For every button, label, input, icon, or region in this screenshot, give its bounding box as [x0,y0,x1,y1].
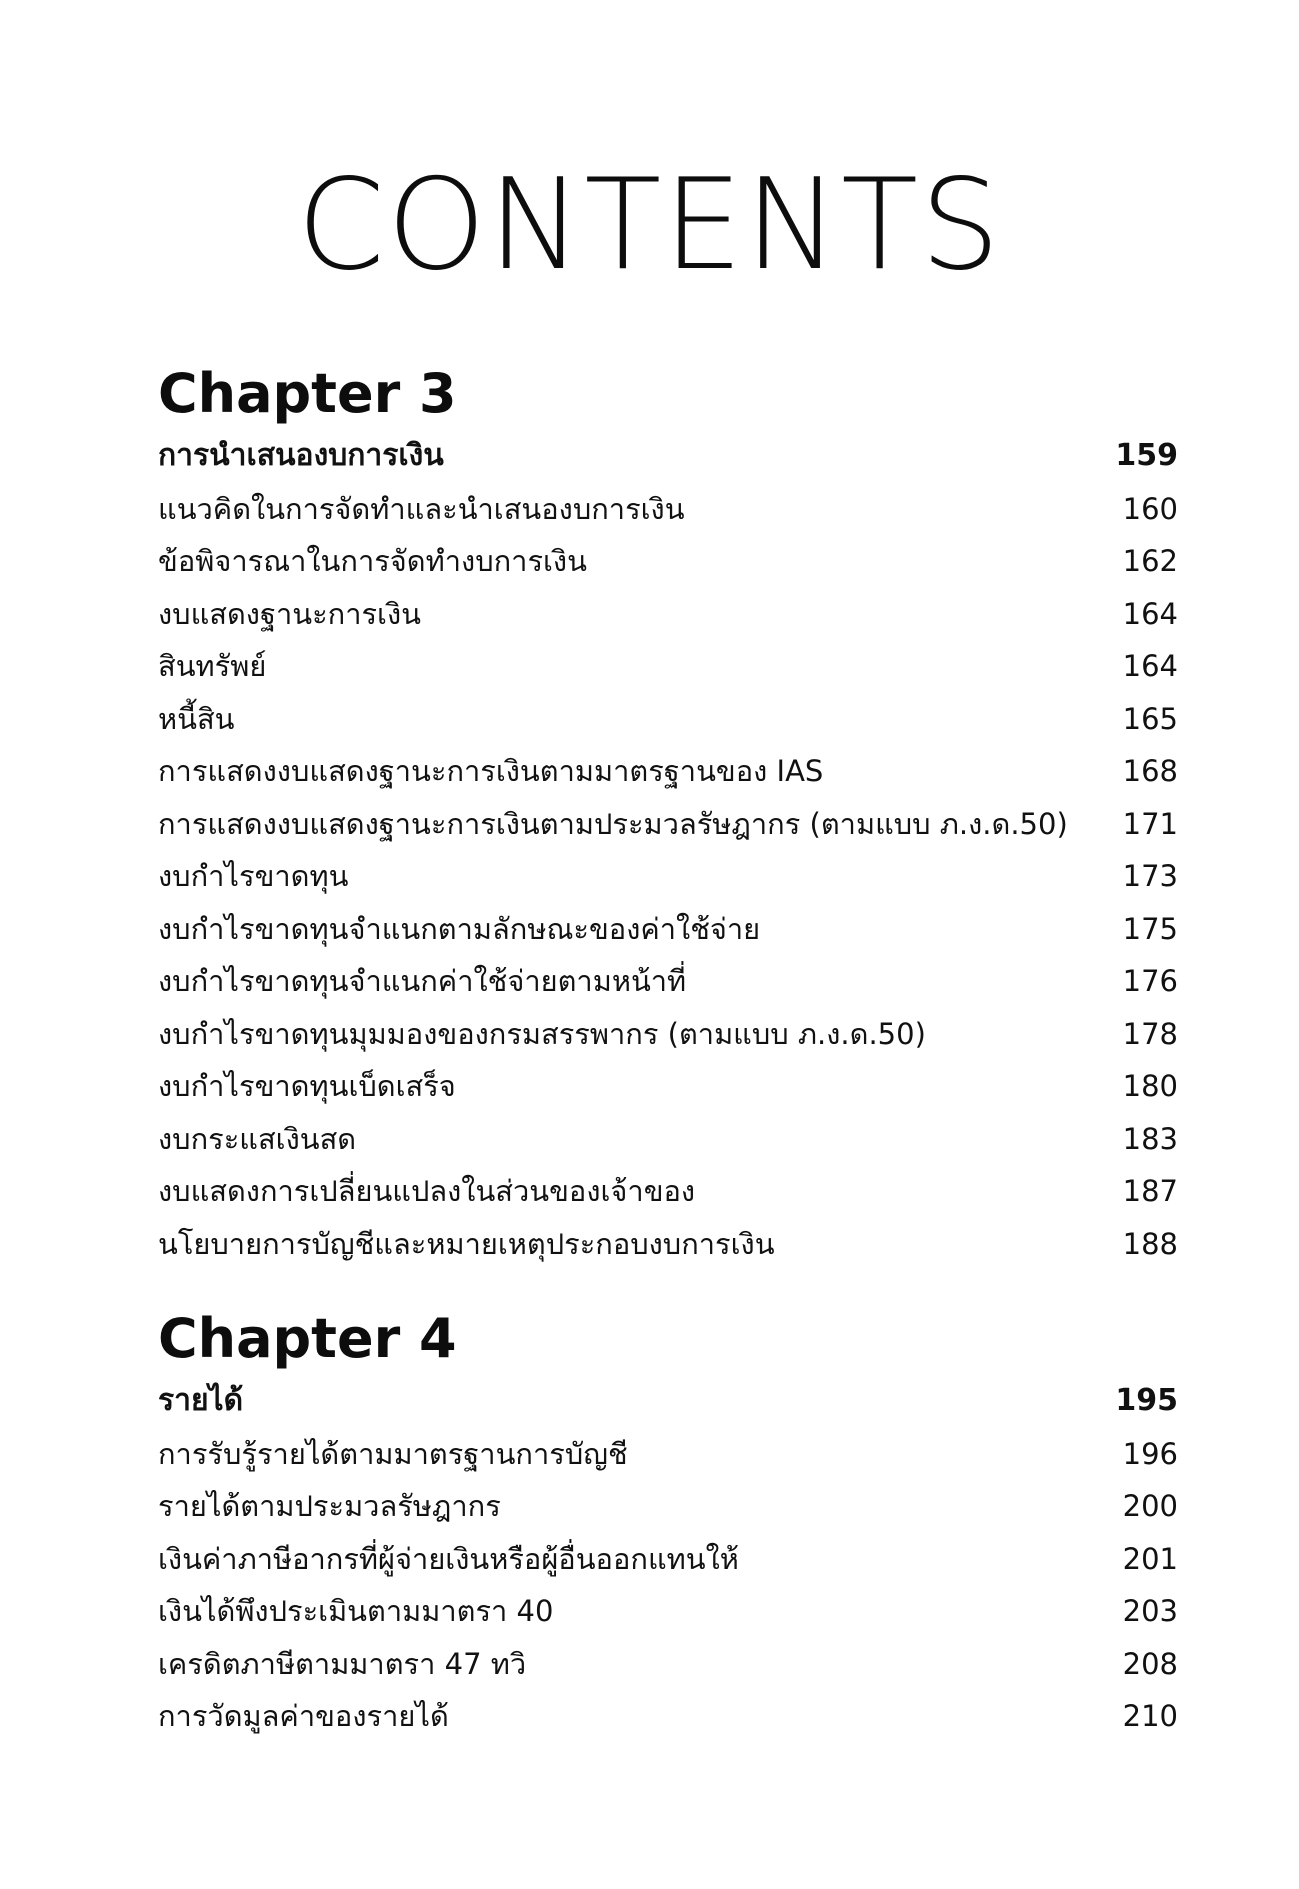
toc-main-entry[interactable] [158,430,1178,483]
toc-page-number: 200 [1122,1489,1178,1523]
toc-entry[interactable] [158,1585,1178,1638]
toc-entry[interactable] [158,535,1178,588]
chapter-heading: Chapter 4 [158,1307,457,1370]
toc-page-number: 208 [1122,1646,1178,1681]
toc-entry-title: งบกระแสเงินสด [158,1121,357,1156]
toc-page-number: 176 [1122,964,1178,998]
toc-entry-title: งบแสดงฐานะการเงิน [158,596,421,631]
toc-entry-title: การแสดงงบแสดงฐานะการเงินตามประมวลรัษฎากร (ตามแบบ ภ.ง.ด.50) [158,806,1068,841]
toc-entry-title: สินทรัพย์ [158,649,267,683]
toc-entry[interactable] [158,1480,1178,1533]
toc-page-number: 175 [1122,911,1178,946]
toc-entry-title: แนวคิดในการจัดทำและนำเสนองบการเงิน [158,491,685,526]
toc-entry[interactable] [158,1165,1178,1218]
toc-page-number: 187 [1122,1174,1178,1208]
toc-page-number: 195 [1115,1383,1178,1418]
toc-list [158,430,1178,1270]
toc-entry[interactable] [158,1638,1178,1691]
toc-page-number: 164 [1122,649,1178,683]
toc-entry[interactable] [158,588,1178,641]
toc-entry[interactable] [158,850,1178,903]
toc-page-number: 210 [1122,1699,1178,1733]
toc-page-number: 173 [1122,859,1178,893]
toc-entry[interactable] [158,1218,1178,1271]
toc-page-number: 183 [1122,1121,1178,1156]
toc-page-number: 160 [1122,491,1178,526]
toc-entry[interactable] [158,1533,1178,1586]
toc-entry[interactable] [158,1113,1178,1166]
toc-page-number: 162 [1122,544,1178,578]
toc-entry-title: เครดิตภาษีตามมาตรา 47 ทวิ [158,1646,527,1681]
toc-entry-title: การแสดงงบแสดงฐานะการเงินตามมาตรฐานของ IAS [158,754,824,788]
toc-entry-title: การนำเสนองบการเงิน [158,438,444,473]
toc-page-number: 165 [1122,701,1178,736]
toc-entry-title: งบแสดงการเปลี่ยนแปลงในส่วนของเจ้าของ [158,1174,696,1208]
toc-entry-title: งบกำไรขาดทุน [158,859,349,893]
toc-page-number: 159 [1115,438,1178,473]
toc-entry[interactable] [158,798,1178,851]
toc-entry-title: งบกำไรขาดทุนมุมมองของกรมสรรพากร (ตามแบบ ภ.ง.ด.50) [158,1016,926,1051]
page-title: CONTENTS [296,151,1003,298]
toc-entry[interactable] [158,745,1178,798]
toc-entry-title: รายได้ [158,1383,244,1418]
toc-entry[interactable] [158,1060,1178,1113]
toc-entry-title: งบกำไรขาดทุนเบ็ดเสร็จ [158,1069,456,1103]
toc-entry-title: ข้อพิจารณาในการจัดทำงบการเงิน [158,544,587,578]
toc-entry-title: เงินได้พึงประเมินตามมาตรา 40 [158,1594,554,1628]
toc-entry-title: การวัดมูลค่าของรายได้ [158,1699,449,1733]
toc-entry-title: รายได้ตามประมวลรัษฎากร [158,1489,501,1523]
toc-page-number: 201 [1122,1541,1178,1576]
chapter-3-section [158,360,1178,1270]
toc-entry[interactable] [158,1008,1178,1061]
toc-entry-title: หนี้สิน [158,701,235,736]
toc-page-number: 180 [1122,1069,1178,1103]
chapter-heading: Chapter 3 [158,362,457,425]
toc-entry[interactable] [158,483,1178,536]
toc-page-number: 168 [1122,754,1178,788]
toc-entry-title: เงินค่าภาษีอากรที่ผู้จ่ายเงินหรือผู้อื่นออกแทนให้ [158,1541,739,1576]
toc-entry[interactable] [158,903,1178,956]
toc-page-number: 171 [1122,806,1178,841]
toc-entry[interactable] [158,1428,1178,1481]
toc-entry[interactable] [158,693,1178,746]
chapter-4-section [158,1305,1178,1743]
toc-page-number: 188 [1122,1226,1178,1261]
toc-entry[interactable] [158,640,1178,693]
toc-entry-title: นโยบายการบัญชีและหมายเหตุประกอบงบการเงิน [158,1226,775,1261]
toc-main-entry[interactable] [158,1375,1178,1428]
toc-page-number: 203 [1122,1594,1178,1628]
toc-list [158,1375,1178,1743]
toc-page-number: 196 [1122,1436,1178,1471]
toc-entry-title: งบกำไรขาดทุนจำแนกตามลักษณะของค่าใช้จ่าย [158,911,761,946]
toc-entry-title: งบกำไรขาดทุนจำแนกค่าใช้จ่ายตามหน้าที่ [158,964,687,998]
toc-entry-title: การรับรู้รายได้ตามมาตรฐานการบัญชี [158,1436,628,1471]
toc-page-number: 164 [1122,596,1178,631]
toc-entry[interactable] [158,955,1178,1008]
toc-page-number: 178 [1122,1016,1178,1051]
toc-entry[interactable] [158,1690,1178,1743]
